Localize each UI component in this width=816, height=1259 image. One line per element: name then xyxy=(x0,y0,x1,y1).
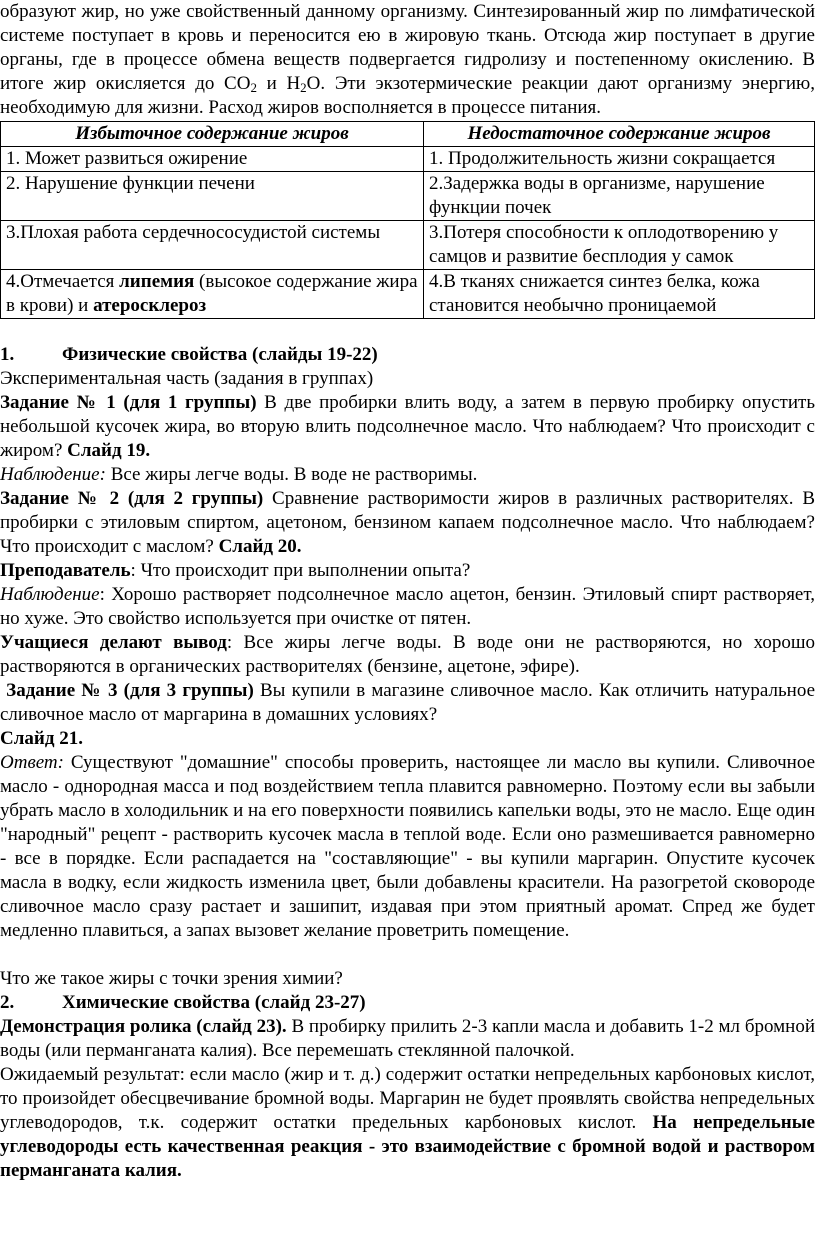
table-header-excess: Избыточное содержание жиров xyxy=(1,122,424,147)
table-row xyxy=(1,172,815,221)
experimental-part-label: Экспериментальная часть (задания в группах) xyxy=(0,368,374,389)
section-heading-physical: 1. Физические свойства (слайды 19-22) xyxy=(0,344,378,365)
students-conclusion: Учащиеся делают вывод: Все жиры легче воды. В воде они не растворяются, но хорошо растворяются в органических растворителях (бензине, ацетоне, эфире). xyxy=(0,632,816,677)
answer-paragraph: Ответ: Существуют "домашние" способы проверить, настоящее ли масло вы купили. Сливочное масло - однородная масса и под воздействием тепла плавится равномерно. Поэтому если вы забыли убрать масло в холодильник и на его поверхности появились капельки воды, это не масло. Еще один "народный" рецепт - растворить кусочек масла в теплой воде. Если оно размешивается равномерно - все в порядке. Если распадается на "составляющие" - вы купили маргарин. Опустите кусочек масла в водку, если жидкость изменила цвет, были добавлены красители. На разогретой сковороде сливочное масло сразу растает и зашипит, издавая при этом приятный аромат. Спред же будет медленно плавиться, а запах вызовет желание проветрить помещение. xyxy=(0,752,815,941)
table-cell: 2.Задержка воды в организме, нарушение функции почек xyxy=(424,172,815,221)
fat-content-table xyxy=(0,121,815,319)
section-heading-chemical: 2. Химические свойства (слайд 23-27) xyxy=(0,992,366,1013)
table-row xyxy=(1,270,815,319)
table-row xyxy=(1,221,815,270)
task3-paragraph: Задание № 3 (для 3 группы) Вы купили в магазине сливочное масло. Как отличить натуральное сливочное масло от маргарина в домашних условиях? xyxy=(0,680,816,725)
table-cell: 3.Потеря способности к оплодотворению у самцов и развитие бесплодия у самок xyxy=(424,221,815,270)
table-cell: 1. Может развиться ожирение xyxy=(1,147,424,172)
observation1-paragraph: Наблюдение: Все жиры легче воды. В воде не растворимы. xyxy=(0,464,478,485)
table-cell: 2. Нарушение функции печени xyxy=(1,172,424,221)
table-cell: 4.Отмечается липемия (высокое содержание жира в крови) и атеросклероз xyxy=(1,270,424,319)
table-cell: 4.В тканях снижается синтез белка, кожа становится необычно проницаемой xyxy=(424,270,815,319)
demo-paragraph: Демонстрация ролика (слайд 23). В пробирку прилить 2-3 капли масла и добавить 1-2 мл бромной воды (или перманганата калия). Все перемешать стеклянной палочкой. xyxy=(0,1016,815,1061)
expected-result-paragraph: Ожидаемый результат: если масло (жир и т. д.) содержит остатки непредельных карбоновых кислот, то произойдет обесцвечивание бромной воды. Маргарин не будет проявлять свойства непредельных углеводородов, т.к. содержит остатки предельных карбоновых кислот. На непредельные углеводороды есть качественная реакция - это взаимодействие с бромной водой и раствором перманганата калия. xyxy=(0,1064,815,1181)
task2-paragraph: Задание № 2 (для 2 группы) Сравнение растворимости жиров в различных растворителях. В пробирки с этиловым спиртом, ацетоном, бензином капаем подсолнечное масло. Что наблюдаем? Что происходит с маслом? Слайд 20. xyxy=(0,488,815,557)
table-header-row xyxy=(1,122,815,147)
observation2-paragraph: Наблюдение: Хорошо растворяет подсолнечное масло ацетон, бензин. Этиловый спирт растворяет, но хуже. Это свойство используется при очистке от пятен. xyxy=(0,584,815,629)
task1-paragraph: Задание № 1 (для 1 группы) В две пробирки влить воду, а затем в первую пробирку опустить небольшой кусочек жира, во вторую влить подсолнечное масло. Что наблюдаем? Что происходит с жиром? Слайд 19. xyxy=(0,392,815,461)
table-cell: 1. Продолжительность жизни сокращается xyxy=(424,147,815,172)
table-header-deficit: Недостаточное содержание жиров xyxy=(424,122,815,147)
table-cell: 3.Плохая работа сердечнососудистой системы xyxy=(1,221,424,270)
task3-slide: Слайд 21. xyxy=(0,728,83,749)
intro-paragraph: образуют жир, но уже свойственный данному организму. Синтезированный жир по лимфатической системе поступает в кровь и переносится ею в жировую ткань. Отсюда жир поступает в другие органы, где в процессе обмена веществ подвергается гидролизу и постепенному окислению. В итоге жир окисляется до $CO_2$ и $H_2O$. Эти экзотермические реакции дают организму энергию, необходимую для жизни. Расход жиров восполняется в процессе питания. xyxy=(0,1,815,118)
chemistry-question: Что же такое жиры с точки зрения химии? xyxy=(0,968,343,989)
teacher-question: Преподаватель: Что происходит при выполнении опыта? xyxy=(0,560,471,581)
table-row xyxy=(1,147,815,172)
